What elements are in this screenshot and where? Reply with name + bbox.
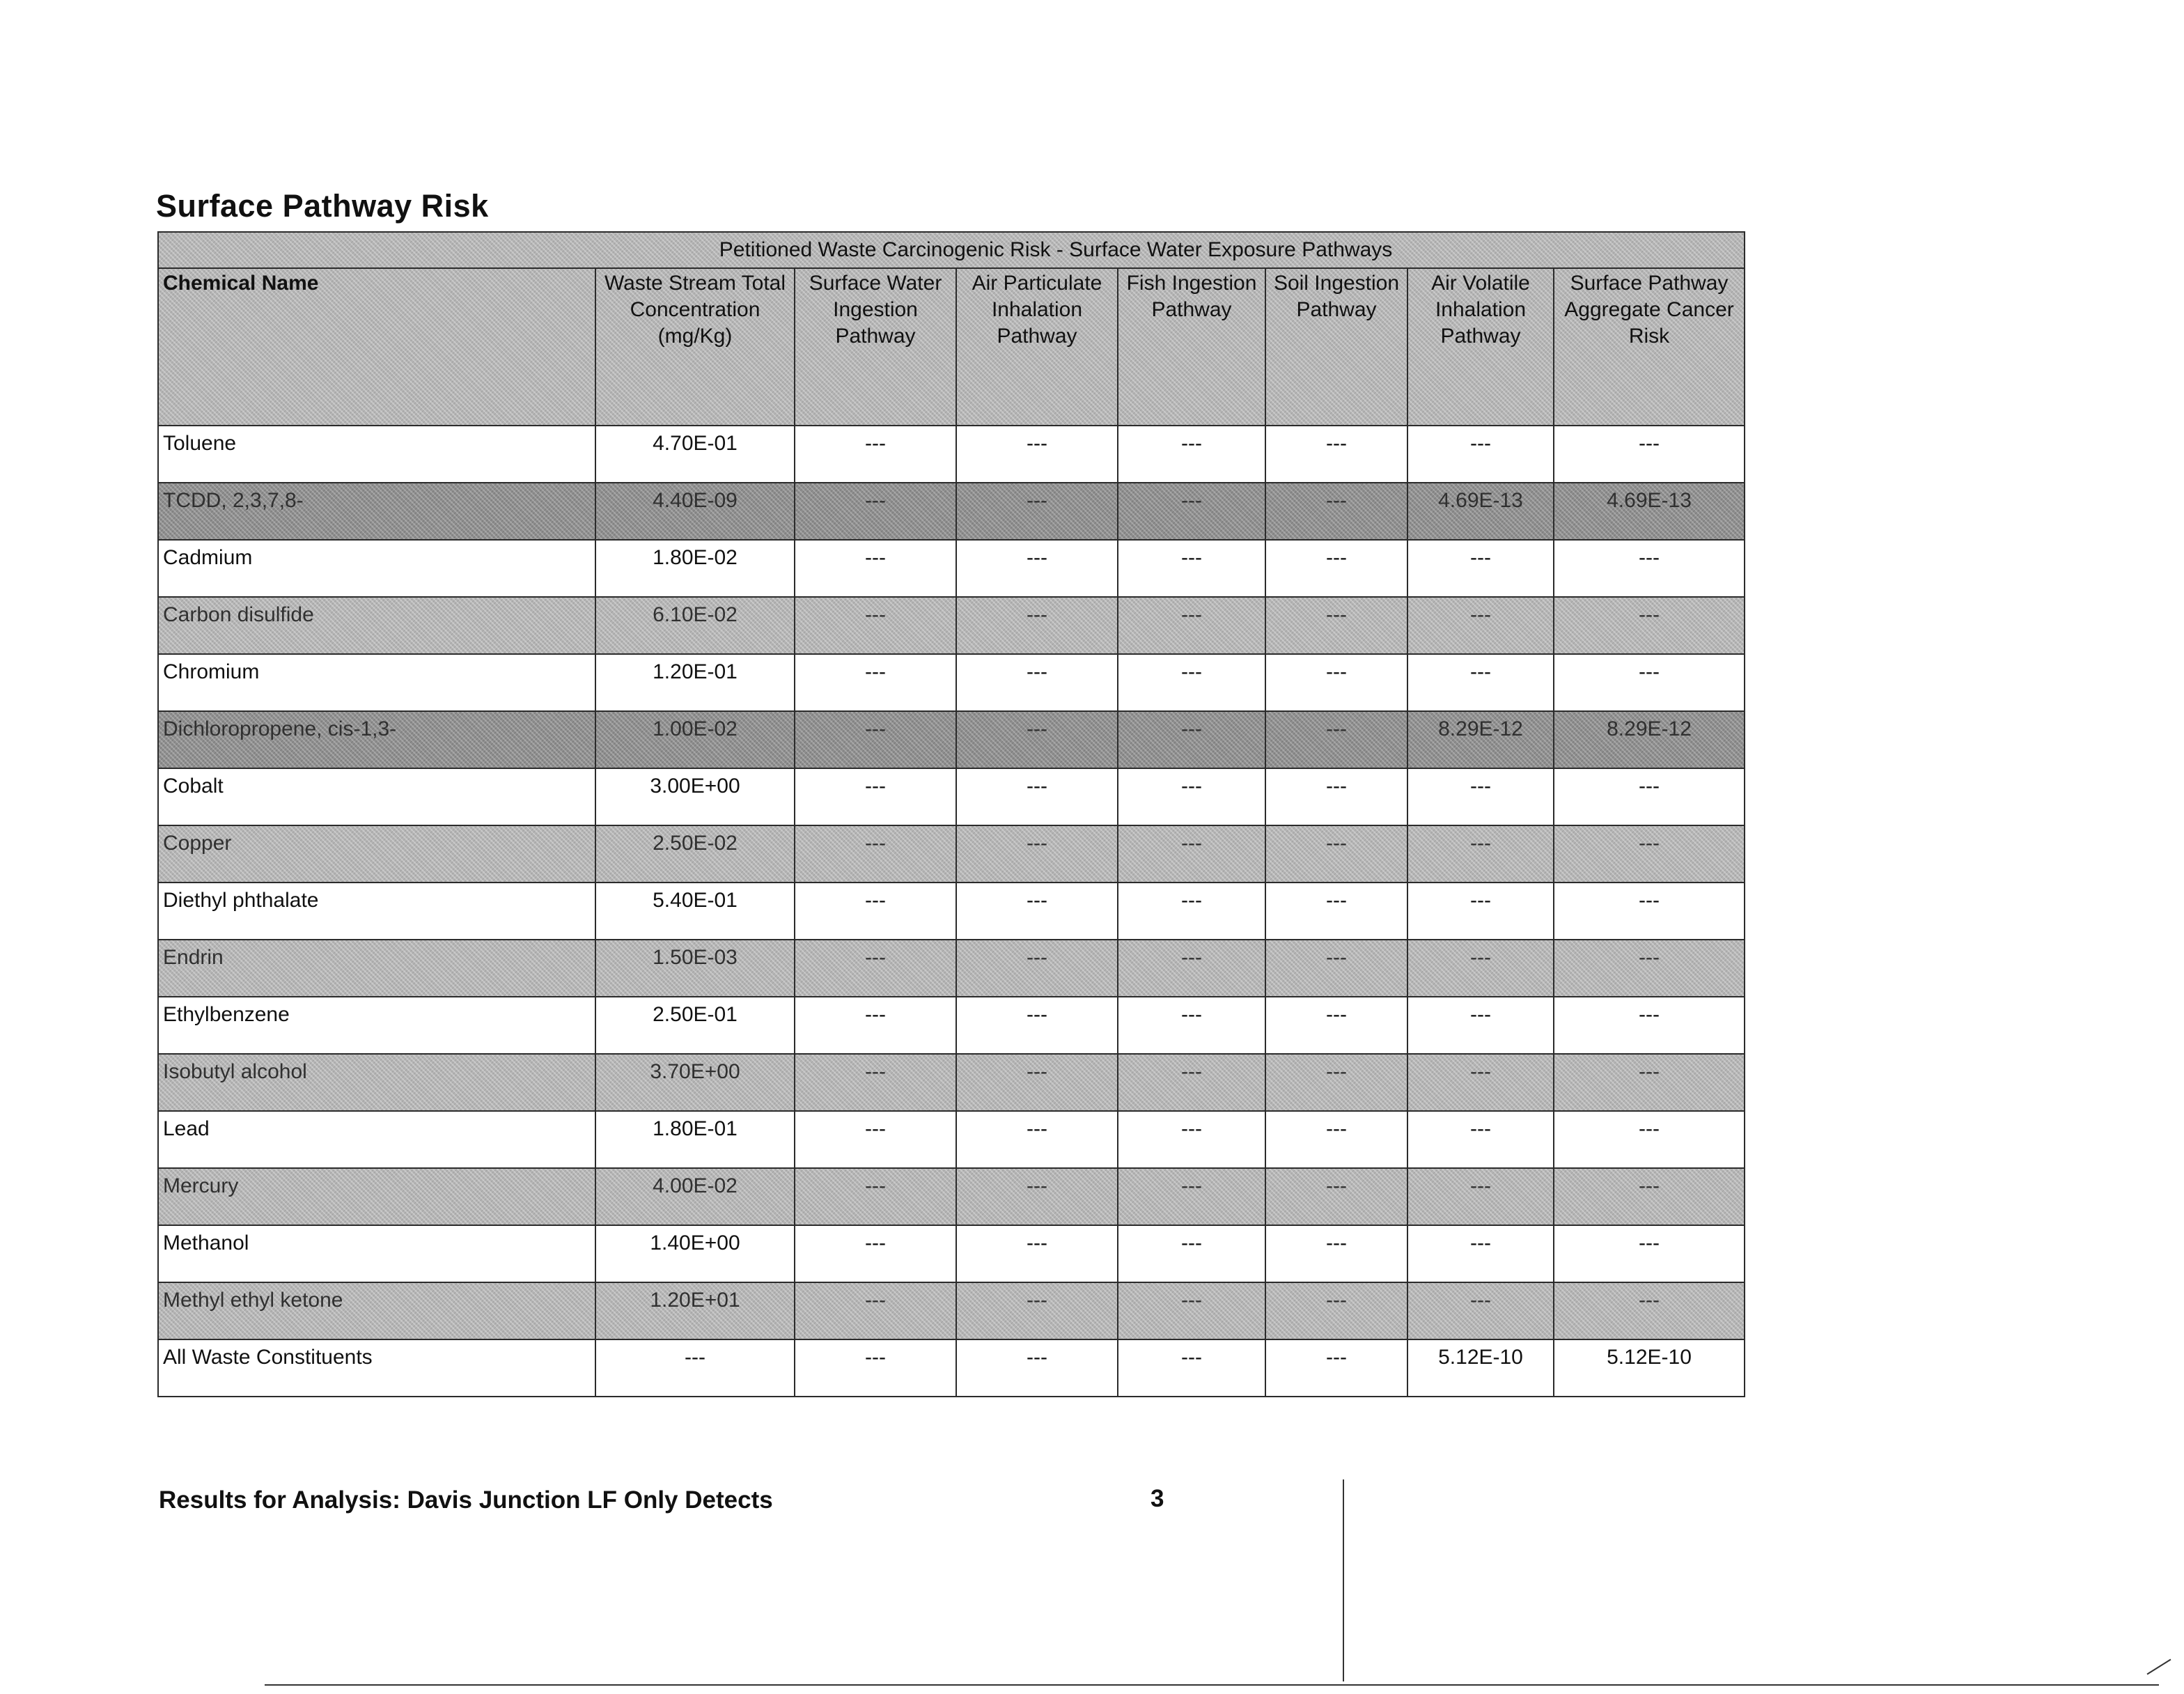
value-cell: --- <box>1407 825 1554 883</box>
chemical-name-cell: Isobutyl alcohol <box>158 1054 595 1111</box>
value-cell: --- <box>1407 426 1554 483</box>
value-cell: --- <box>1265 940 1407 997</box>
value-cell: --- <box>1265 1111 1407 1168</box>
value-cell: --- <box>956 825 1118 883</box>
column-header: Chemical Name <box>158 268 595 426</box>
value-cell: --- <box>956 1282 1118 1339</box>
value-cell: 1.80E-02 <box>595 540 795 597</box>
page-title: Surface Pathway Risk <box>156 188 489 224</box>
table-row <box>158 768 1745 825</box>
table-row <box>158 711 1745 768</box>
column-header-row <box>158 268 1745 426</box>
value-cell: 1.20E+01 <box>595 1282 795 1339</box>
value-cell: 4.00E-02 <box>595 1168 795 1225</box>
value-cell: --- <box>956 483 1118 540</box>
value-cell: --- <box>1118 711 1265 768</box>
table-row <box>158 1054 1745 1111</box>
value-cell: --- <box>956 1339 1118 1397</box>
chemical-name-cell: Carbon disulfide <box>158 597 595 654</box>
chemical-name-cell: Endrin <box>158 940 595 997</box>
value-cell: --- <box>1407 883 1554 940</box>
value-cell: 2.50E-02 <box>595 825 795 883</box>
value-cell: --- <box>795 1111 956 1168</box>
value-cell: 1.80E-01 <box>595 1111 795 1168</box>
value-cell: --- <box>795 1282 956 1339</box>
value-cell: --- <box>1265 1054 1407 1111</box>
value-cell: --- <box>1265 1339 1407 1397</box>
chemical-name-cell: Diethyl phthalate <box>158 883 595 940</box>
value-cell: --- <box>1554 597 1745 654</box>
value-cell: --- <box>1118 997 1265 1054</box>
value-cell: --- <box>1265 711 1407 768</box>
chemical-name-cell: Dichloropropene, cis-1,3- <box>158 711 595 768</box>
value-cell: 4.69E-13 <box>1407 483 1554 540</box>
value-cell: --- <box>1407 1111 1554 1168</box>
value-cell: --- <box>1407 1168 1554 1225</box>
value-cell: --- <box>956 768 1118 825</box>
value-cell: --- <box>1554 1225 1745 1282</box>
value-cell: --- <box>1118 768 1265 825</box>
value-cell: --- <box>956 883 1118 940</box>
value-cell: --- <box>956 540 1118 597</box>
value-cell: --- <box>1407 768 1554 825</box>
value-cell: --- <box>795 597 956 654</box>
value-cell: --- <box>956 1111 1118 1168</box>
chemical-name-cell: Chromium <box>158 654 595 711</box>
value-cell: --- <box>1554 883 1745 940</box>
table-row <box>158 1339 1745 1397</box>
value-cell: --- <box>956 654 1118 711</box>
value-cell: 8.29E-12 <box>1554 711 1745 768</box>
value-cell: --- <box>1554 654 1745 711</box>
value-cell: --- <box>956 1225 1118 1282</box>
value-cell: --- <box>795 426 956 483</box>
value-cell: --- <box>1265 997 1407 1054</box>
chemical-name-cell: Copper <box>158 825 595 883</box>
value-cell: --- <box>1118 940 1265 997</box>
value-cell: 5.12E-10 <box>1554 1339 1745 1397</box>
value-cell: --- <box>1554 1111 1745 1168</box>
bottom-rule-tick <box>2147 1659 2171 1675</box>
value-cell: --- <box>1554 1168 1745 1225</box>
chemical-name-cell: Methyl ethyl ketone <box>158 1282 595 1339</box>
value-cell: --- <box>1554 540 1745 597</box>
value-cell: --- <box>1407 1225 1554 1282</box>
group-header: Petitioned Waste Carcinogenic Risk - Surface Water Exposure Pathways <box>158 232 1745 268</box>
column-header: Air Volatile Inhalation Pathway <box>1407 268 1554 426</box>
value-cell: 2.50E-01 <box>595 997 795 1054</box>
value-cell: --- <box>595 1339 795 1397</box>
value-cell: --- <box>1554 1282 1745 1339</box>
table-row <box>158 426 1745 483</box>
value-cell: --- <box>1118 597 1265 654</box>
value-cell: --- <box>1118 1225 1265 1282</box>
group-header-row <box>158 232 1745 268</box>
page-number: 3 <box>1150 1485 1164 1512</box>
table-row <box>158 1282 1745 1339</box>
value-cell: --- <box>1265 654 1407 711</box>
column-header: Fish Ingestion Pathway <box>1118 268 1265 426</box>
value-cell: --- <box>795 940 956 997</box>
value-cell: --- <box>1407 597 1554 654</box>
column-header: Surface Pathway Aggregate Cancer Risk <box>1554 268 1745 426</box>
value-cell: --- <box>1407 540 1554 597</box>
table-row <box>158 883 1745 940</box>
value-cell: --- <box>1265 1168 1407 1225</box>
value-cell: --- <box>1407 997 1554 1054</box>
value-cell: --- <box>1554 768 1745 825</box>
value-cell: --- <box>795 1225 956 1282</box>
value-cell: --- <box>795 483 956 540</box>
chemical-name-cell: Toluene <box>158 426 595 483</box>
chemical-name-cell: All Waste Constituents <box>158 1339 595 1397</box>
value-cell: --- <box>1554 426 1745 483</box>
value-cell: --- <box>1118 426 1265 483</box>
value-cell: --- <box>795 1054 956 1111</box>
footer-analysis-label: Results for Analysis: Davis Junction LF Only Detects <box>159 1486 773 1514</box>
value-cell: 3.00E+00 <box>595 768 795 825</box>
value-cell: --- <box>1265 768 1407 825</box>
value-cell: --- <box>1554 940 1745 997</box>
table-row <box>158 1225 1745 1282</box>
value-cell: --- <box>1554 825 1745 883</box>
value-cell: --- <box>956 711 1118 768</box>
value-cell: --- <box>956 997 1118 1054</box>
value-cell: 8.29E-12 <box>1407 711 1554 768</box>
table-row <box>158 940 1745 997</box>
value-cell: --- <box>1265 597 1407 654</box>
chemical-name-cell: Cadmium <box>158 540 595 597</box>
value-cell: --- <box>1118 540 1265 597</box>
value-cell: --- <box>1118 1054 1265 1111</box>
value-cell: --- <box>795 883 956 940</box>
column-header: Waste Stream Total Concentration (mg/Kg) <box>595 268 795 426</box>
value-cell: --- <box>1265 540 1407 597</box>
value-cell: --- <box>795 768 956 825</box>
column-header: Air Particulate Inhalation Pathway <box>956 268 1118 426</box>
value-cell: 1.20E-01 <box>595 654 795 711</box>
value-cell: --- <box>1407 940 1554 997</box>
surface-pathway-risk-table <box>157 231 1745 1397</box>
value-cell: --- <box>956 940 1118 997</box>
value-cell: 5.12E-10 <box>1407 1339 1554 1397</box>
table-row <box>158 483 1745 540</box>
value-cell: --- <box>1118 1282 1265 1339</box>
value-cell: --- <box>956 1054 1118 1111</box>
value-cell: 5.40E-01 <box>595 883 795 940</box>
chemical-name-cell: Cobalt <box>158 768 595 825</box>
chemical-name-cell: Lead <box>158 1111 595 1168</box>
value-cell: 1.50E-03 <box>595 940 795 997</box>
value-cell: --- <box>1265 1282 1407 1339</box>
value-cell: --- <box>1265 883 1407 940</box>
value-cell: 1.40E+00 <box>595 1225 795 1282</box>
chemical-name-cell: Ethylbenzene <box>158 997 595 1054</box>
value-cell: 3.70E+00 <box>595 1054 795 1111</box>
chemical-name-cell: Methanol <box>158 1225 595 1282</box>
value-cell: --- <box>956 597 1118 654</box>
table-row <box>158 1168 1745 1225</box>
column-header: Soil Ingestion Pathway <box>1265 268 1407 426</box>
value-cell: --- <box>1118 1339 1265 1397</box>
value-cell: 1.00E-02 <box>595 711 795 768</box>
value-cell: --- <box>956 426 1118 483</box>
value-cell: --- <box>1407 654 1554 711</box>
value-cell: --- <box>795 540 956 597</box>
value-cell: 4.70E-01 <box>595 426 795 483</box>
value-cell: --- <box>956 1168 1118 1225</box>
divider-line <box>1343 1479 1344 1681</box>
value-cell: --- <box>1265 483 1407 540</box>
chemical-name-cell: Mercury <box>158 1168 595 1225</box>
value-cell: --- <box>1118 654 1265 711</box>
table-row <box>158 540 1745 597</box>
table-row <box>158 825 1745 883</box>
value-cell: 6.10E-02 <box>595 597 795 654</box>
chemical-name-cell: TCDD, 2,3,7,8- <box>158 483 595 540</box>
value-cell: --- <box>795 1168 956 1225</box>
value-cell: --- <box>1265 426 1407 483</box>
value-cell: --- <box>795 1339 956 1397</box>
table-body <box>158 426 1745 1397</box>
value-cell: --- <box>1554 997 1745 1054</box>
table-row <box>158 997 1745 1054</box>
bottom-rule <box>265 1684 2159 1686</box>
value-cell: --- <box>795 997 956 1054</box>
value-cell: --- <box>1118 883 1265 940</box>
value-cell: 4.69E-13 <box>1554 483 1745 540</box>
value-cell: --- <box>795 654 956 711</box>
value-cell: 4.40E-09 <box>595 483 795 540</box>
value-cell: --- <box>1118 1168 1265 1225</box>
value-cell: --- <box>795 825 956 883</box>
value-cell: --- <box>1407 1282 1554 1339</box>
table-row <box>158 597 1745 654</box>
value-cell: --- <box>1265 825 1407 883</box>
table-row <box>158 654 1745 711</box>
value-cell: --- <box>795 711 956 768</box>
table-row <box>158 1111 1745 1168</box>
value-cell: --- <box>1118 1111 1265 1168</box>
value-cell: --- <box>1265 1225 1407 1282</box>
column-header: Surface Water Ingestion Pathway <box>795 268 956 426</box>
value-cell: --- <box>1118 483 1265 540</box>
value-cell: --- <box>1118 825 1265 883</box>
value-cell: --- <box>1554 1054 1745 1111</box>
value-cell: --- <box>1407 1054 1554 1111</box>
